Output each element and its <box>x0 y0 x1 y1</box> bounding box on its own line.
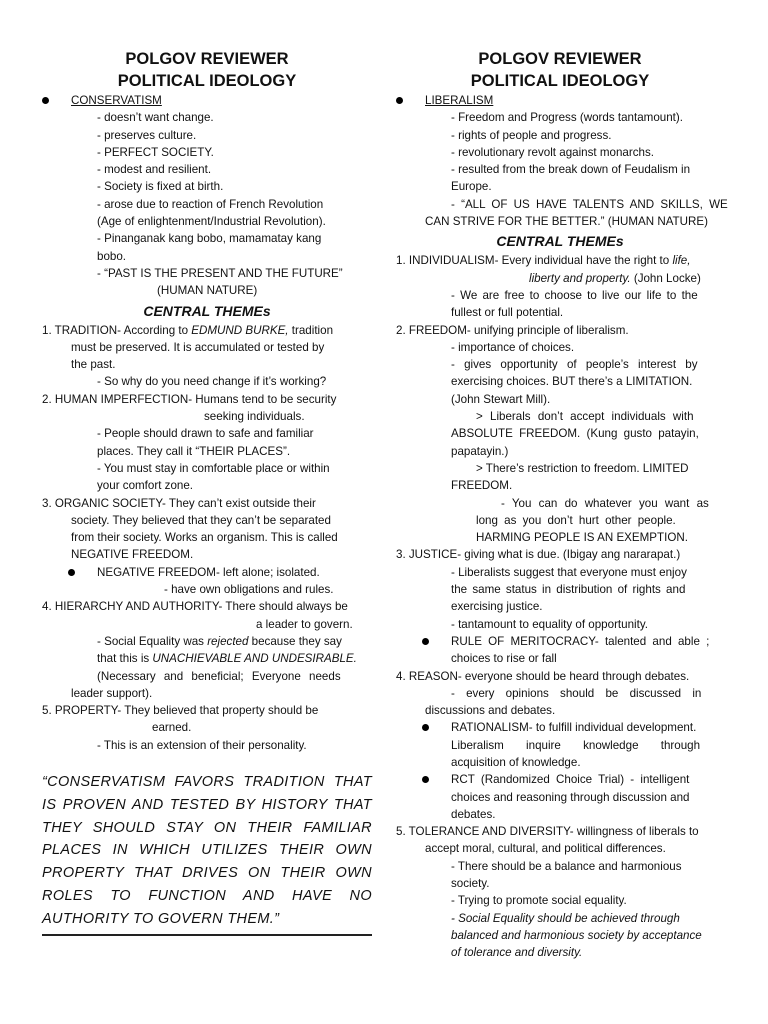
theme-line: (John Stewart Mill). <box>451 392 551 406</box>
point: - modest and resilient. <box>97 163 212 177</box>
theme-line: a leader to govern. <box>256 617 353 631</box>
theme-line: NEGATIVE FREEDOM. <box>71 548 194 562</box>
theme-line: long as you don’t hurt other people. <box>476 513 676 527</box>
theme-line: - gives opportunity of people’s interest by <box>451 358 698 372</box>
right-column <box>396 0 728 962</box>
theme-line: - tantamount to equality of opportunity. <box>451 617 648 631</box>
theme-line: Liberalism inquire knowledge through <box>451 738 701 752</box>
conservatism-quote: “CONSERVATISM FAVORS TRADITION THAT IS PROVEN AND TESTED BY HISTORY THAT THEY SHOULD STAY ON THEIR FAMILIAR PLACES IN WHICH UTILIZES THEIR OWN PROPERTY THAT DRIVES ON THEIR OWN ROLES TO FUNCTION AND HAVE NO AUTHORITY TO GOVERN THEM.” <box>42 773 372 927</box>
theme-line: earned. <box>152 721 192 735</box>
section-liberalism: LIBERALISM <box>425 92 724 109</box>
page-subtitle: POLITICAL IDEOLOGY <box>117 72 297 90</box>
theme-line: - Trying to promote social equality. <box>451 894 627 908</box>
central-themes-heading: CENTRAL THEMEs <box>496 233 624 250</box>
point: - revolutionary revolt against monarchs. <box>451 145 654 159</box>
central-themes-heading: CENTRAL THEMEs <box>143 302 271 319</box>
theme-line: - every opinions should be discussed in <box>451 686 702 700</box>
theme-line: - Social Equality should be achieved through <box>451 911 680 925</box>
page-title: POLGOV REVIEWER <box>125 50 289 68</box>
theme-line: must be preserved. It is accumulated or tested by <box>71 340 325 354</box>
theme-line: discussions and debates. <box>425 704 556 718</box>
theme-line: - Social Equality was rejected because they say <box>97 634 342 648</box>
theme-line: debates. <box>451 807 496 821</box>
theme-line: from their society. Works an organism. This is called <box>71 531 338 545</box>
theme-line: - So why do you need change if it’s working? <box>97 375 327 389</box>
theme-line: > There’s restriction to freedom. LIMITED <box>476 461 689 475</box>
theme-line: places. They call it “THEIR PLACES”. <box>97 444 291 458</box>
point: CAN STRIVE FOR THE BETTER.” (HUMAN NATURE) <box>425 215 708 229</box>
theme-line: ABSOLUTE FREEDOM. (Kung gusto patayin, <box>451 427 699 441</box>
theme-line: acquisition of knowledge. <box>451 755 581 769</box>
theme-line: balanced and harmonious society by acceptance <box>451 928 702 942</box>
theme-line: - This is an extension of their personality. <box>97 738 307 752</box>
point: (Age of enlightenment/Industrial Revolution). <box>97 215 326 229</box>
point: - “ALL OF US HAVE TALENTS AND SKILLS, WE <box>451 197 728 211</box>
rct-bullet: RCT (Randomized Choice Trial) - intelligent <box>451 771 724 788</box>
theme-freedom: 2. FREEDOM- unifying principle of liberalism. <box>396 323 629 337</box>
theme-line: - You can do whatever you want as <box>501 496 709 510</box>
theme-line: choices to rise or fall <box>451 652 557 666</box>
quote-underline <box>42 934 372 936</box>
rationalism-bullet: RATIONALISM- to fulfill individual development. <box>451 719 724 736</box>
theme-line: HARMING PEOPLE IS AN EXEMPTION. <box>476 531 688 545</box>
theme-line: of tolerance and diversity. <box>451 946 583 960</box>
theme-property: 5. PROPERTY- They believed that property should be <box>42 704 319 718</box>
section-conservatism: CONSERVATISM <box>71 92 372 109</box>
theme-line: - You must stay in comfortable place or within <box>97 461 330 475</box>
theme-line: leader support). <box>71 686 153 700</box>
theme-line: papatayin.) <box>451 444 509 458</box>
theme-line: - have own obligations and rules. <box>164 583 334 597</box>
point: - arose due to reaction of French Revolution <box>97 197 324 211</box>
point: (HUMAN NATURE) <box>157 284 258 298</box>
theme-line: the same status in distribution of rights and <box>451 583 686 597</box>
theme-hierarchy: 4. HIERARCHY AND AUTHORITY- There should always be <box>42 600 348 614</box>
theme-line: - There should be a balance and harmonious <box>451 859 682 873</box>
theme-reason: 4. REASON- everyone should be heard through debates. <box>396 669 690 683</box>
theme-line: - importance of choices. <box>451 340 575 354</box>
point: - rights of people and progress. <box>451 128 612 142</box>
left-column <box>42 0 372 936</box>
point: - Freedom and Progress (words tantamount). <box>451 111 683 125</box>
theme-line: - People should drawn to safe and familiar <box>97 427 314 441</box>
point: bobo. <box>97 249 127 263</box>
theme-line: exercising choices. BUT there’s a LIMITATION. <box>451 375 693 389</box>
theme-line: choices and reasoning through discussion and <box>451 790 690 804</box>
point: - Society is fixed at birth. <box>97 180 224 194</box>
point: - doesn’t want change. <box>97 111 214 125</box>
theme-line: your comfort zone. <box>97 479 194 493</box>
theme-line: the past. <box>71 358 116 372</box>
theme-line: fullest or full potential. <box>451 306 564 320</box>
meritocracy-bullet: RULE OF MERITOCRACY- talented and able ; <box>451 633 724 650</box>
theme-line: society. They believed that they can’t be separated <box>71 513 331 527</box>
point: Europe. <box>451 180 492 194</box>
point: - Pinanganak kang bobo, mamamatay kang <box>97 232 322 246</box>
point: - PERFECT SOCIETY. <box>97 145 214 159</box>
page-subtitle: POLITICAL IDEOLOGY <box>470 72 650 90</box>
theme-individualism: 1. INDIVIDUALISM- Every individual have the right to life, <box>396 254 691 268</box>
theme-line: seeking individuals. <box>204 410 305 424</box>
theme-line: accept moral, cultural, and political differences. <box>425 842 666 856</box>
theme-justice: 3. JUSTICE- giving what is due. (Ibigay ang nararapat.) <box>396 548 681 562</box>
theme-line: > Liberals don’t accept individuals with <box>476 410 694 424</box>
theme-organic-society: 3. ORGANIC SOCIETY- They can’t exist outside their <box>42 496 316 510</box>
theme-tolerance: 5. TOLERANCE AND DIVERSITY- willingness of liberals to <box>396 825 699 839</box>
theme-human-imperfection: 2. HUMAN IMPERFECTION- Humans tend to be security <box>42 392 337 406</box>
theme-line: exercising justice. <box>451 600 543 614</box>
theme-line: (Necessary and beneficial; Everyone needs <box>97 669 341 683</box>
theme-line: liberty and property. (John Locke) <box>529 271 701 285</box>
theme-line: - Liberalists suggest that everyone must enjoy <box>451 565 687 579</box>
theme-tradition: 1. TRADITION- According to EDMUND BURKE, tradition <box>42 323 334 337</box>
point: - “PAST IS THE PRESENT AND THE FUTURE” <box>97 266 343 280</box>
negative-freedom-bullet: NEGATIVE FREEDOM- left alone; isolated. <box>97 564 372 581</box>
point: - resulted from the break down of Feudalism in <box>451 163 691 177</box>
page-title: POLGOV REVIEWER <box>478 50 642 68</box>
point: - preserves culture. <box>97 128 197 142</box>
theme-line: FREEDOM. <box>451 479 513 493</box>
theme-line: - We are free to choose to live our life to the <box>451 288 698 302</box>
theme-line: that this is UNACHIEVABLE AND UNDESIRABLE. <box>97 652 357 666</box>
theme-line: society. <box>451 877 490 891</box>
